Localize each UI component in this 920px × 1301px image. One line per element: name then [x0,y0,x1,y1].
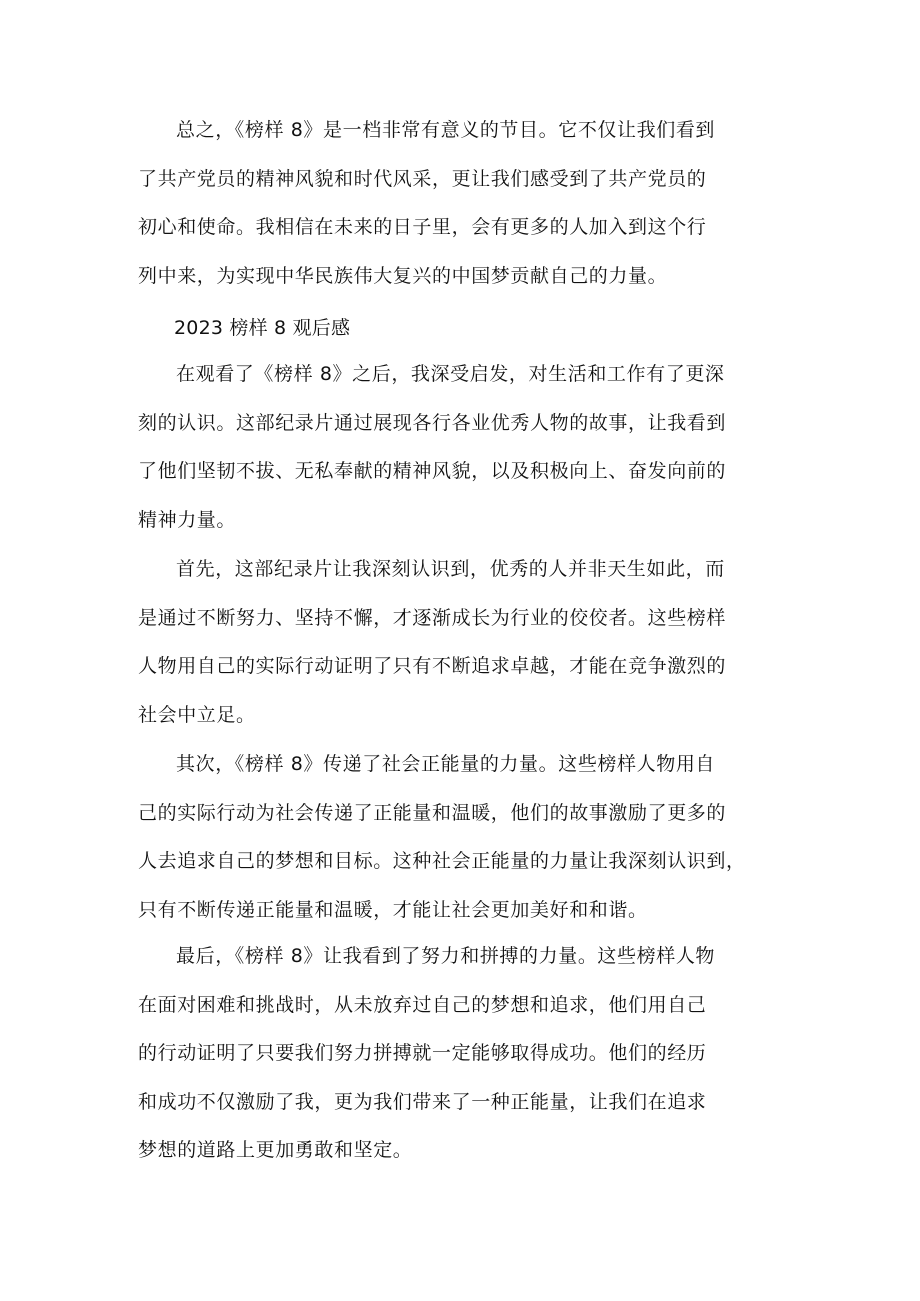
text-line: 了共产党员的精神风貌和时代风采，更让我们感受到了共产党员的 [138,167,707,190]
paragraph-finally [138,932,788,1175]
text-line: 最后，《榜样 8》让我看到了努力和拼搏的力量。这些榜样人物 [176,945,716,967]
text-line: 人去追求自己的梦想和目标。这种社会正能量的力量让我深刻认识到， [138,850,746,872]
text-line: 刻的认识。这部纪录片通过展现各行各业优秀人物的故事，让我看到 [138,411,727,434]
text-line: 人物用自己的实际行动证明了只有不断追求卓越，才能在竞争激烈的 [138,655,727,677]
section-heading: 2023 榜样 8 观后感 [174,317,351,339]
text-line: 和成功不仅激励了我，更为我们带来了一种正能量，让我们在追求 [138,1090,707,1113]
text-line: 列中来，为实现中华民族伟大复兴的中国梦贡献自己的力量。 [138,264,668,287]
text-line: 是通过不断努力、坚持不懈，才逐渐成长为行业的佼佼者。这些榜样 [138,606,727,629]
text-line: 社会中立足。 [138,703,256,726]
text-line: 精神力量。 [138,508,237,531]
text-line: 初心和使命。我相信在未来的日子里，会有更多的人加入到这个行 [138,216,707,238]
text-line: 首先，这部纪录片让我深刻认识到，优秀的人并非天生如此，而 [176,558,725,580]
text-line: 己的实际行动为社会传递了正能量和温暖，他们的故事激励了更多的 [138,801,727,824]
text-line: 梦想的道路上更加勇敢和坚定。 [138,1139,413,1161]
text-line: 的行动证明了只要我们努力拼搏就一定能够取得成功。他们的经历 [138,1042,707,1064]
text-line: 其次，《榜样 8》传递了社会正能量的力量。这些榜样人物用自 [176,753,716,775]
text-line: 在面对困难和挑战时，从未放弃过自己的梦想和追求，他们用自己 [138,993,707,1016]
text-line: 只有不断传递正能量和温暖，才能让社会更加美好和和谐。 [138,898,648,921]
text-line: 总之，《榜样 8》是一档非常有意义的节目。它不仅让我们看到 [176,119,716,141]
paragraph-first [138,545,788,739]
paragraph-conclusion [138,106,788,300]
text-line: 在观看了《榜样 8》之后，我深受启发，对生活和工作有了更深 [176,363,725,385]
text-line: 了他们坚韧不拔、无私奉献的精神风貌，以及积极向上、奋发向前的 [138,460,727,482]
paragraph-intro [138,350,788,544]
paragraph-second [138,740,788,934]
